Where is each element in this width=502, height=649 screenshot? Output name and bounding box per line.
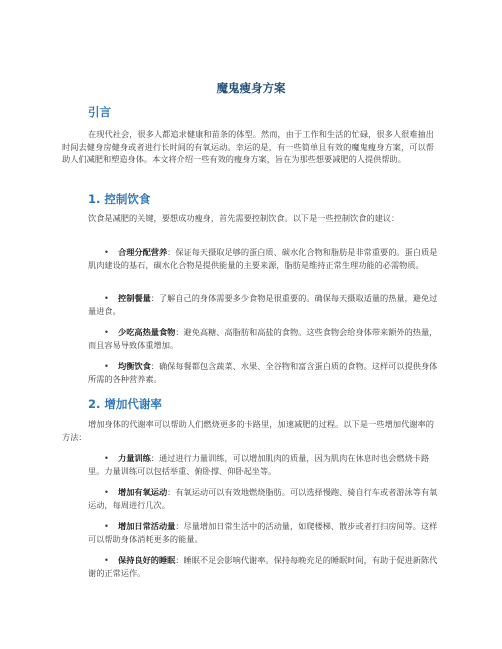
- list-item-text: ：避免高糖、高脂肪和高盐的食物。这些食物会给身体带来额外的热量，而且容易导致体重增加。: [88, 327, 438, 350]
- bullet-icon: •: [104, 555, 109, 565]
- intro-paragraph: 在现代社会，很多人都追求健康和苗条的体型。然而，由于工作和生活的忙碌，很多人很难抽出时间去健身房健身或者进行长时间的有氧运动。幸运的是，有一些简单且有效的魔鬼瘦身方案，可以帮助人们减肥和塑造身体。本文将介绍一些有效的瘦身方案，旨在为那些想要减肥的人提供帮助。: [62, 129, 434, 165]
- section1-intro: 饮食是减肥的关键，要想成功瘦身，首先需要控制饮食。以下是一些控制饮食的建议：: [88, 213, 400, 223]
- list-item-label: 合理分配营养: [118, 247, 168, 257]
- section1-heading: 1. 控制饮食: [88, 192, 151, 206]
- list-item: [62, 486, 438, 511]
- list-item: [62, 452, 438, 477]
- bullet-icon: •: [104, 487, 109, 497]
- list-item-label: 增加日常活动量: [118, 521, 176, 531]
- bullet-icon: •: [104, 521, 109, 531]
- list-item-label: 均衡饮食: [118, 361, 151, 371]
- document-title: 魔鬼瘦身方案: [216, 81, 286, 95]
- list-item-label: 增加有氧运动: [118, 487, 168, 497]
- list-item: [62, 246, 438, 271]
- list-item-text: ：睡眠不足会影响代谢率。保持每晚充足的睡眠时间，有助于促进新陈代谢的正常运作。: [88, 555, 438, 578]
- list-item-text: ：有氧运动可以有效地燃烧脂肪。可以选择慢跑、骑自行车或者游泳等有氧运动，每周进行几次。: [88, 487, 438, 510]
- bullet-icon: •: [104, 247, 109, 257]
- section2-intro: 增加身体的代谢率可以帮助人们燃烧更多的卡路里，加速减肥的过程。以下是一些增加代谢率的方法：: [62, 419, 434, 442]
- list-item: [62, 554, 438, 579]
- list-item-text: ：了解自己的身体需要多少食物是很重要的。确保每天摄取适量的热量，避免过量进食。: [88, 293, 438, 316]
- section2-heading: 2. 增加代谢率: [88, 397, 162, 411]
- list-item-label: 保持良好的睡眠: [118, 555, 176, 565]
- list-item-label: 少吃高热量食物: [118, 327, 176, 337]
- list-item-text: ：保证每天摄取足够的蛋白质、碳水化合物和脂肪是非常重要的。蛋白质是肌肉建设的基石，碳水化合物是提供能量的主要来源，脂肪是维持正常生理功能的必需物质。: [88, 247, 438, 270]
- list-item-label: 控制餐量: [118, 293, 151, 303]
- bullet-icon: •: [104, 453, 109, 463]
- list-item: [62, 326, 438, 351]
- list-item-text: ：确保每餐都包含蔬菜、水果、全谷物和富含蛋白质的食物。这样可以提供身体所需的各种营养素。: [88, 361, 438, 384]
- list-item: [62, 360, 438, 385]
- bullet-icon: •: [104, 327, 109, 337]
- bullet-icon: •: [104, 361, 109, 371]
- list-item-label: 力量训练: [118, 453, 151, 463]
- list-item-text: ：通过进行力量训练，可以增加肌肉的质量，因为肌肉在休息时也会燃烧卡路里。力量训练可以包括举重、俯卧撑、仰卧起坐等。: [88, 453, 430, 476]
- intro-heading: 引言: [88, 105, 111, 119]
- list-item: [62, 292, 438, 317]
- bullet-icon: •: [104, 293, 109, 303]
- list-item-text: ：尽量增加日常生活中的活动量，如爬楼梯、散步或者打扫房间等。这样可以帮助身体消耗更多的能量。: [88, 521, 438, 544]
- list-item: [62, 520, 438, 545]
